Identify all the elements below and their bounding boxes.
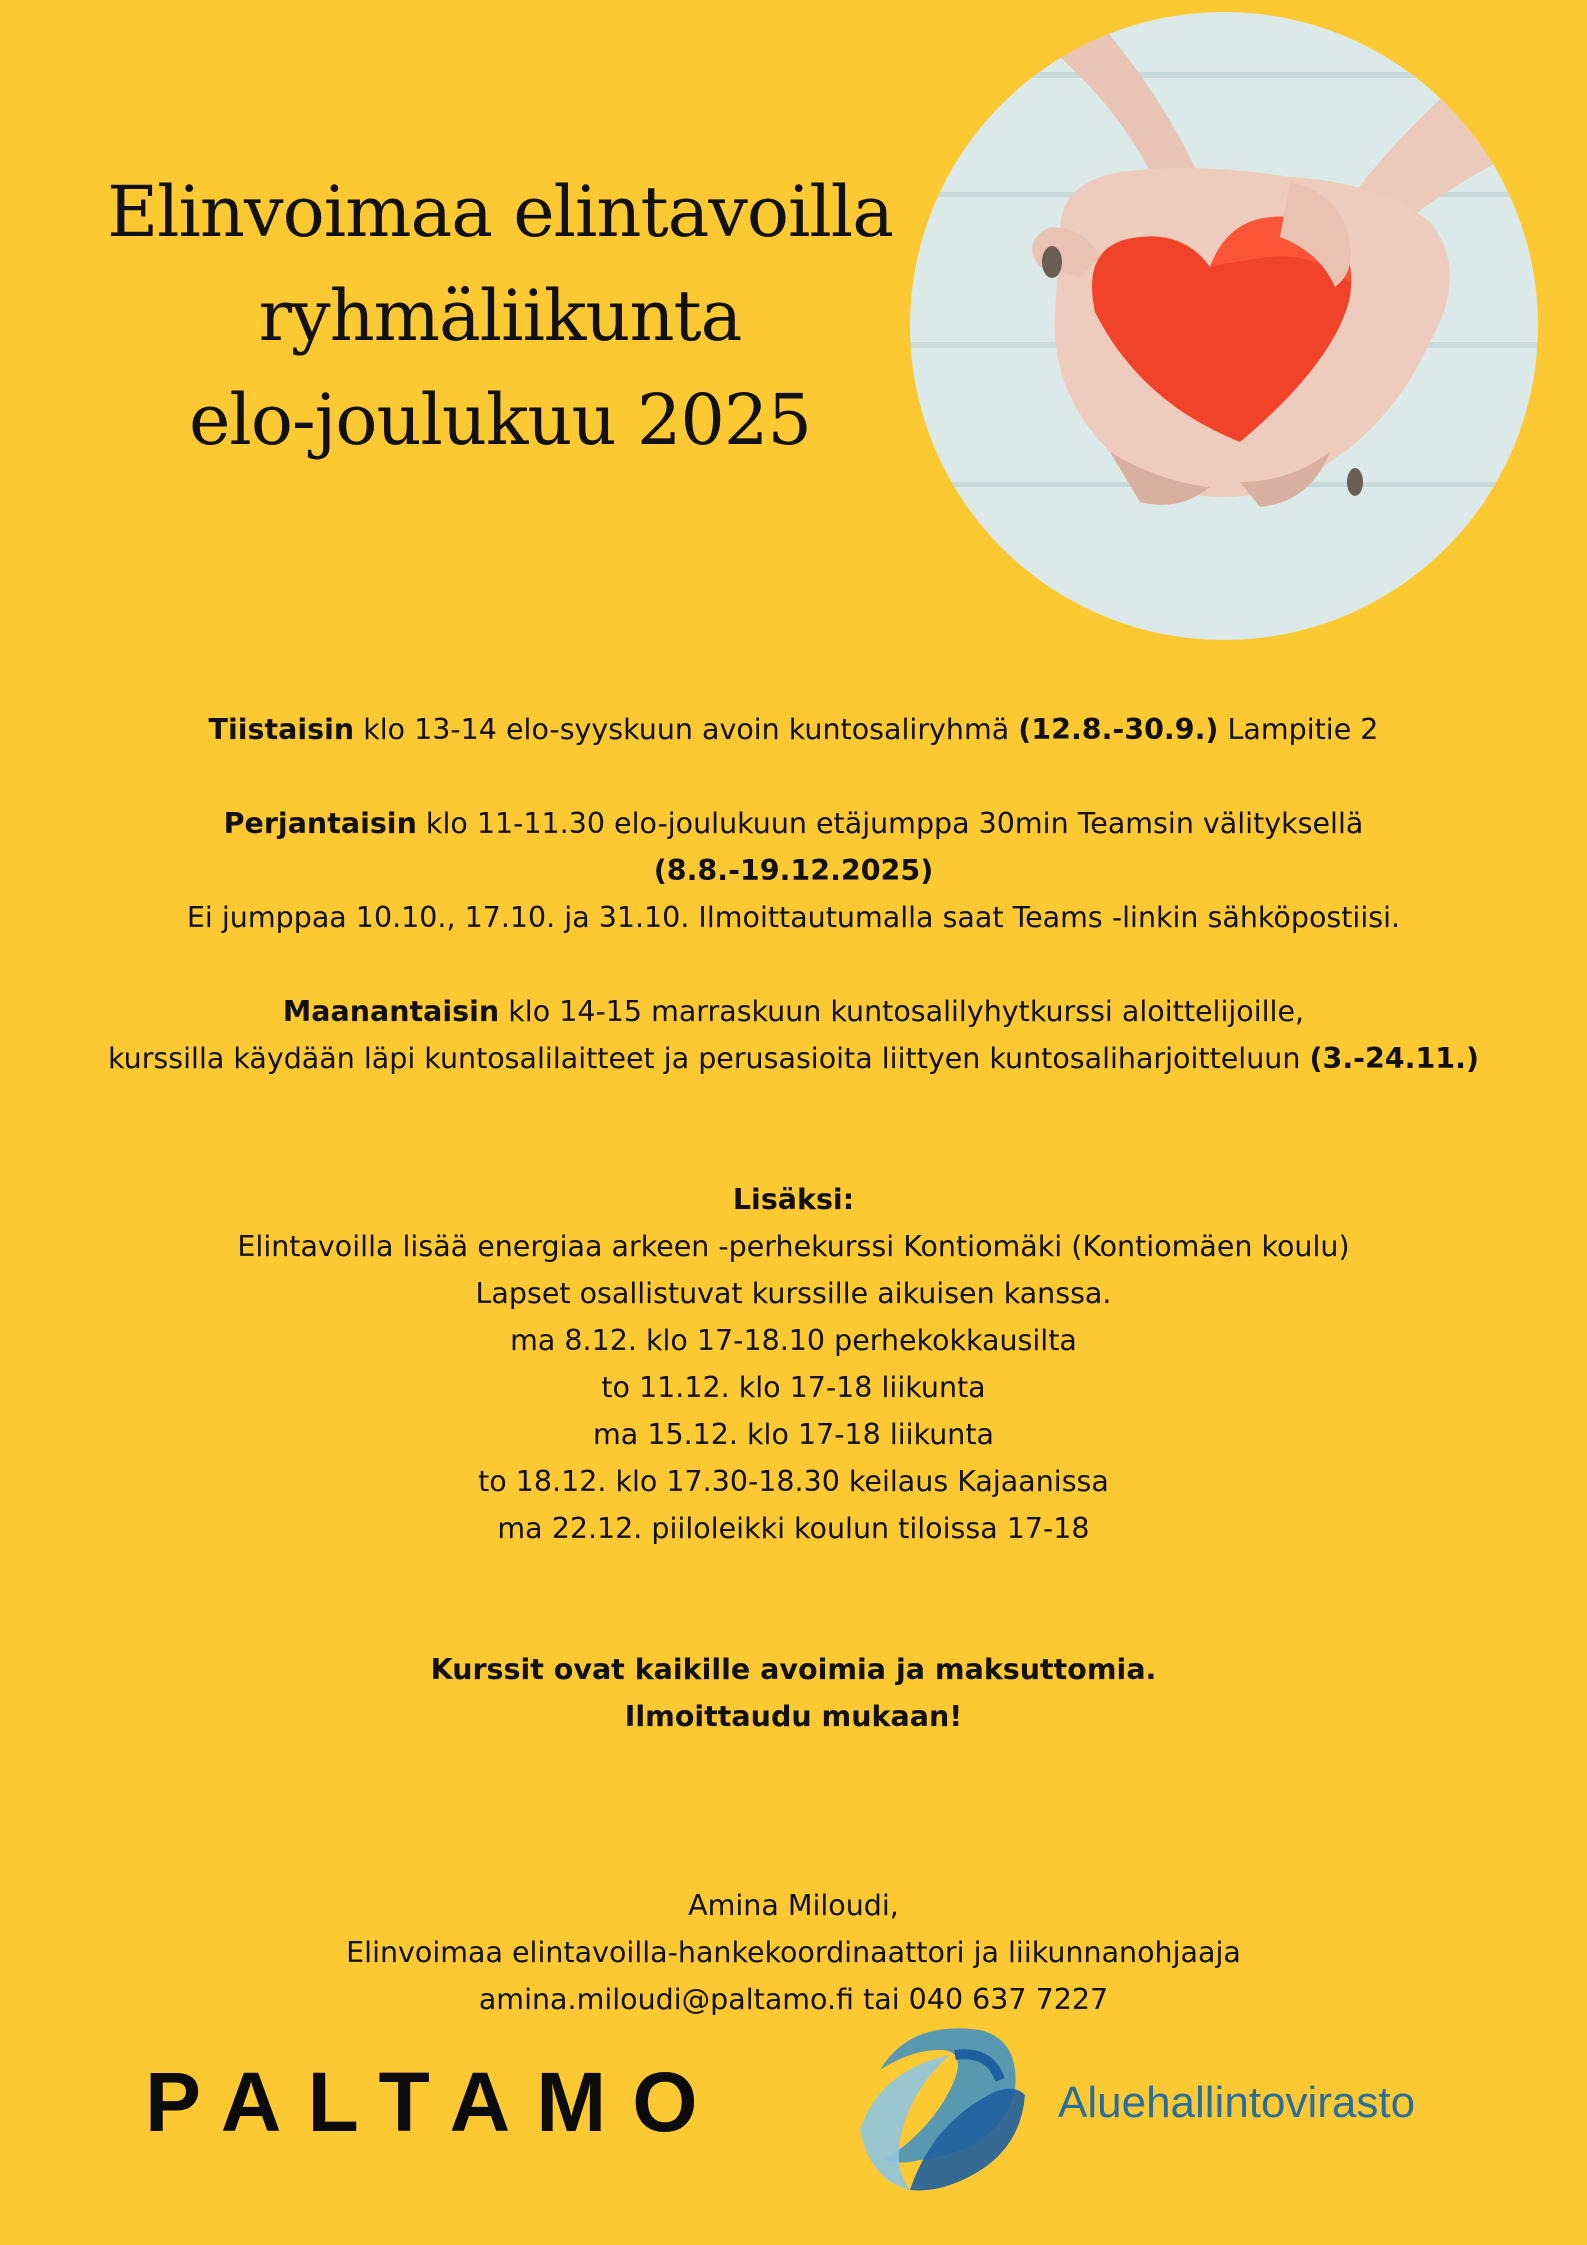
tuesday-desc: klo 13-14 elo-syyskuun avoin kuntosaliryhmä — [354, 713, 1019, 746]
contact-role: Elinvoimaa elintavoilla-hankekoordinaattori ja liikunnanohjaaja — [346, 1936, 1241, 1969]
friday-desc: klo 11-11.30 elo-joulukuun etäjumppa 30min Teamsin välityksellä — [416, 807, 1364, 840]
monday-desc: klo 14-15 marraskuun kuntosalilyhytkurssi aloittelijoille, — [499, 995, 1305, 1028]
paltamo-logo: PALTAMO — [145, 2055, 724, 2149]
tuesday-session — [80, 706, 1507, 753]
cta-line-1 — [80, 1646, 1507, 1693]
extra-line: Lapset osallistuvat kurssille aikuisen kanssa. — [475, 1277, 1112, 1310]
friday-dates: (8.8.-19.12.2025) — [653, 854, 934, 887]
title-line-2: ryhmäliikunta — [258, 275, 742, 357]
friday-session — [80, 800, 1507, 894]
schedule-content — [80, 706, 1507, 2023]
tuesday-day: Tiistaisin — [208, 713, 355, 746]
extra-heading-text: Lisäksi: — [732, 1183, 855, 1216]
cta-line-2 — [80, 1693, 1507, 1740]
extra-line: ma 22.12. piiloleikki koulun tiloissa 17-18 — [497, 1512, 1090, 1545]
extra-line: ma 8.12. klo 17-18.10 perhekokkausilta — [510, 1324, 1077, 1357]
extra-line: Elintavoilla lisää energiaa arkeen -perhekurssi Kontiomäki (Kontiomäen koulu) — [237, 1230, 1350, 1263]
extra-line: to 18.12. klo 17.30-18.30 keilaus Kajaanissa — [478, 1465, 1109, 1498]
monday-line-2 — [80, 1035, 1507, 1082]
extra-line: to 11.12. klo 17-18 liikunta — [601, 1371, 986, 1404]
cta-line-1-text: Kurssit ovat kaikille avoimia ja maksuttomia. — [430, 1653, 1157, 1686]
monday-dates: (3.-24.11.) — [1309, 1042, 1479, 1075]
extra-line: ma 15.12. klo 17-18 liikunta — [593, 1418, 994, 1451]
hands-holding-heart-photo — [910, 12, 1538, 640]
contact-name: Amina Miloudi, — [688, 1889, 899, 1922]
tuesday-dates: (12.8.-30.9.) — [1018, 713, 1219, 746]
monday-day: Maanantaisin — [282, 995, 500, 1028]
avi-logo-emblem-icon — [850, 2010, 1035, 2195]
poster-title — [60, 160, 940, 472]
contact-info: amina.miloudi@paltamo.fi tai 040 637 7227 — [478, 1983, 1109, 2016]
cta-line-2-text: Ilmoittaudu mukaan! — [624, 1700, 963, 1733]
avi-logo-text: Aluehallintovirasto — [1058, 2078, 1416, 2127]
friday-note: Ei jumppaa 10.10., 17.10. ja 31.10. Ilmoittautumalla saat Teams -linkin sähköpostiisi. — [186, 901, 1401, 934]
friday-day: Perjantaisin — [223, 807, 417, 840]
title-line-3: elo-joulukuu 2025 — [189, 379, 811, 461]
tuesday-place: Lampitie 2 — [1218, 713, 1379, 746]
monday-session — [80, 988, 1507, 1035]
title-line-1: Elinvoimaa elintavoilla — [107, 171, 893, 253]
extra-heading — [80, 1176, 1507, 1223]
monday-line-2-text: kurssilla käydään läpi kuntosalilaitteet ja perusasioita liittyen kuntosaliharjoitteluun — [108, 1042, 1310, 1075]
